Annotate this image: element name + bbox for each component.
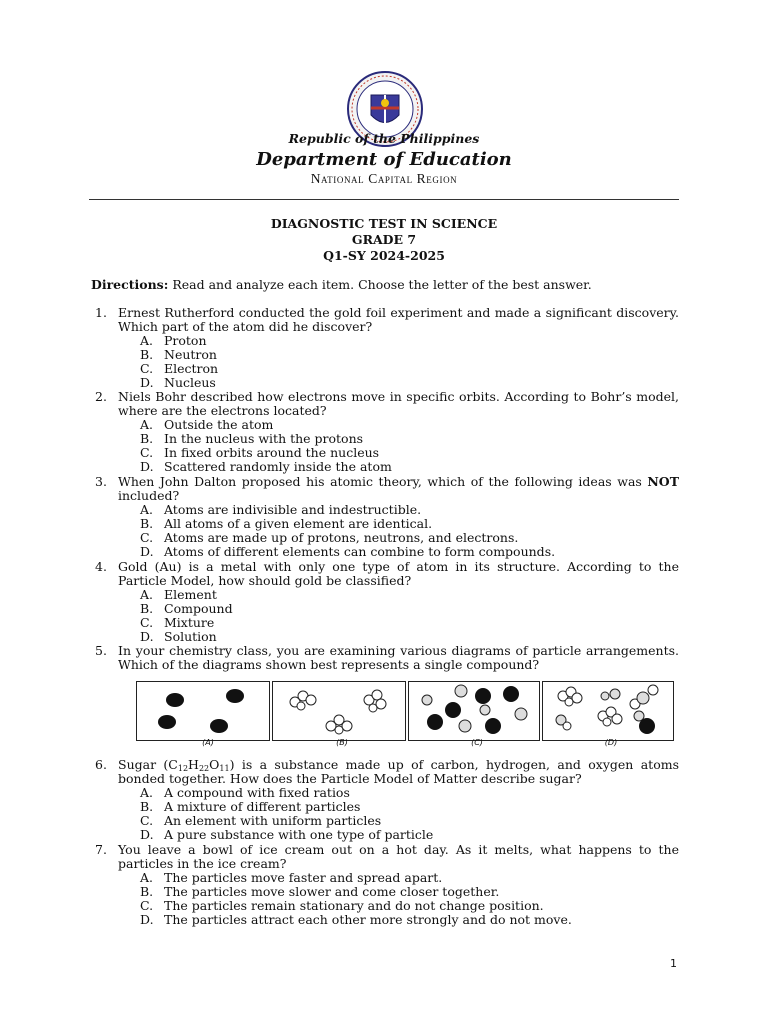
particle	[422, 695, 432, 705]
diagram-label-c: (C)	[471, 738, 483, 747]
option-b[interactable]: B. Compound	[140, 601, 233, 616]
diagram-d-particles	[543, 682, 673, 740]
question-text: Ernest Rutherford conducted the gold foil experiment and made a significant discovery. Which part of the atom did he discover?	[118, 305, 679, 334]
particle	[210, 719, 228, 733]
question-4	[95, 560, 679, 644]
particle	[455, 685, 467, 697]
question-7	[95, 843, 679, 927]
option-a[interactable]: A. Proton	[140, 333, 207, 348]
option-b[interactable]: B. In the nucleus with the protons	[140, 431, 364, 446]
directions-label: Directions:	[91, 277, 169, 292]
test-title: DIAGNOSTIC TEST IN SCIENCE	[270, 216, 498, 231]
particle	[603, 718, 611, 726]
question-text: In your chemistry class, you are examining various diagrams of particle arrangements. Which of the diagrams shown best represents a single compound?	[118, 643, 679, 672]
department-name: Department of Education	[256, 149, 512, 170]
question-6	[95, 758, 679, 842]
particle	[306, 695, 316, 705]
option-d[interactable]: D. A pure substance with one type of particle	[140, 827, 434, 842]
diagram-c[interactable]	[408, 681, 540, 741]
question-number: 6.	[95, 757, 107, 772]
option-a[interactable]: A. A compound with fixed ratios	[140, 785, 350, 800]
question-number: 4.	[95, 559, 107, 574]
particle	[515, 708, 527, 720]
question-3	[95, 475, 679, 559]
particle	[158, 715, 176, 729]
particle	[297, 702, 305, 710]
option-b[interactable]: B. The particles move slower and come closer together.	[140, 884, 500, 899]
question-text: You leave a bowl of ice cream out on a hot day. As it melts, what happens to the particles in the ice cream?	[118, 842, 679, 871]
option-d[interactable]: D. The particles attract each other more strongly and do not move.	[140, 912, 572, 927]
directions	[91, 277, 592, 292]
option-c[interactable]: C. Mixture	[140, 615, 215, 630]
diagram-label-b: (B)	[336, 738, 348, 747]
particle	[459, 720, 471, 732]
option-a[interactable]: A. Outside the atom	[140, 417, 274, 432]
option-b[interactable]: B. A mixture of different particles	[140, 799, 361, 814]
republic-line: Republic of the Philippines	[288, 131, 480, 146]
particle	[601, 692, 609, 700]
question-text: Niels Bohr described how electrons move in specific orbits. According to Bohr’s model, where are the electrons located?	[118, 389, 679, 418]
particle	[475, 688, 491, 704]
diagram-d[interactable]	[542, 681, 674, 741]
particle	[427, 714, 443, 730]
particle	[480, 705, 490, 715]
option-c[interactable]: C. In fixed orbits around the nucleus	[140, 445, 380, 460]
particle	[563, 722, 571, 730]
particle	[637, 692, 649, 704]
diagram-a-particles	[137, 682, 269, 740]
particle	[485, 718, 501, 734]
question-1	[95, 306, 679, 390]
option-d[interactable]: D. Nucleus	[140, 375, 216, 390]
diagram-b-particles	[273, 682, 405, 740]
page-number: 1	[670, 957, 677, 970]
diagram-label-a: (A)	[202, 738, 214, 747]
question-text: Sugar $(C_{12}H_{22}O_{11})$ is a substance made up of carbon, hydrogen, and oxygen atoms bonded together. How does the Particle Model of Matter describe sugar?	[118, 757, 679, 786]
particle	[342, 721, 352, 731]
particle	[639, 718, 655, 734]
option-b[interactable]: B. Neutron	[140, 347, 217, 362]
particle	[445, 702, 461, 718]
diagram-a[interactable]	[136, 681, 270, 741]
question-number: 2.	[95, 389, 107, 404]
option-a[interactable]: A. Element	[140, 587, 217, 602]
diagram-label-d: (D)	[604, 738, 618, 747]
school-year: Q1-SY 2024-2025	[323, 248, 445, 263]
particle	[610, 689, 620, 699]
option-d[interactable]: D. Solution	[140, 629, 217, 644]
particle	[166, 693, 184, 707]
diagram-b[interactable]	[272, 681, 406, 741]
directions-text: Read and analyze each item. Choose the letter of the best answer.	[172, 277, 592, 292]
particle	[503, 686, 519, 702]
particle	[612, 714, 622, 724]
particle	[372, 690, 382, 700]
question-number: 5.	[95, 643, 107, 658]
option-c[interactable]: C. The particles remain stationary and do not change position.	[140, 898, 544, 913]
question-number: 7.	[95, 842, 107, 857]
particle	[335, 726, 343, 734]
region-name: National Capital Region	[310, 171, 458, 186]
particle-diagrams	[136, 681, 676, 751]
header-divider	[89, 199, 679, 200]
particle	[572, 693, 582, 703]
question-2	[95, 390, 679, 474]
option-a[interactable]: A. The particles move faster and spread apart.	[140, 870, 443, 885]
question-number: 1.	[95, 305, 107, 320]
particle	[565, 698, 573, 706]
option-a[interactable]: A. Atoms are indivisible and indestructible.	[140, 502, 422, 517]
option-c[interactable]: C. An element with uniform particles	[140, 813, 382, 828]
question-5	[95, 644, 679, 672]
question-text: When John Dalton proposed his atomic theory, which of the following ideas was NOT included?	[118, 474, 679, 503]
option-d[interactable]: D. Scattered randomly inside the atom	[140, 459, 392, 474]
grade-label: GRADE 7	[351, 232, 417, 247]
option-c[interactable]: C. Atoms are made up of protons, neutrons, and electrons.	[140, 530, 519, 545]
emphasis-not: NOT	[647, 474, 679, 489]
option-d[interactable]: D. Atoms of different elements can combine to form compounds.	[140, 544, 556, 559]
diagram-c-particles	[409, 682, 539, 740]
option-c[interactable]: C. Electron	[140, 361, 219, 376]
particle	[648, 685, 658, 695]
question-number: 3.	[95, 474, 107, 489]
option-b[interactable]: B. All atoms of a given element are identical.	[140, 516, 433, 531]
particle	[369, 704, 377, 712]
question-text: Gold (Au) is a metal with only one type of atom in its structure. According to the Particle Model, how should gold be classified?	[118, 559, 679, 588]
particle	[226, 689, 244, 703]
particle	[376, 699, 386, 709]
